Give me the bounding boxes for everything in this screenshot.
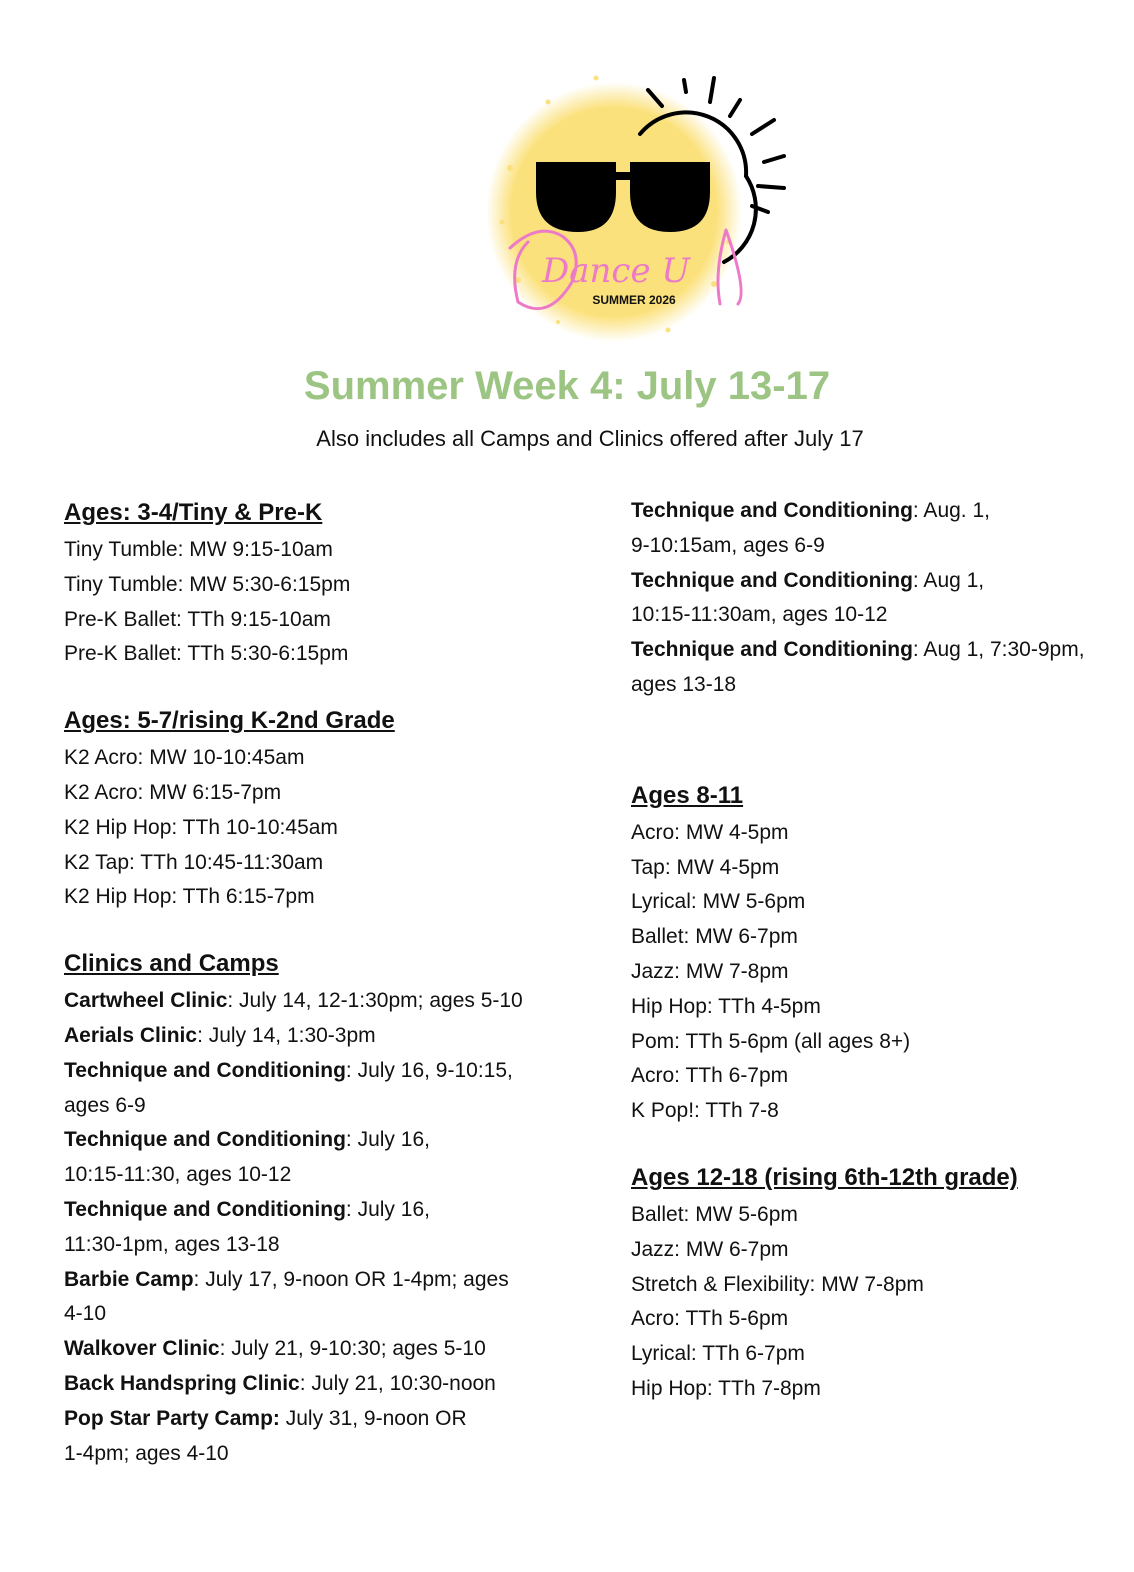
list-item: Jazz: MW 7-8pm	[631, 959, 789, 983]
clinic-detail: : July 16,	[345, 1197, 430, 1221]
clinic-line	[64, 1437, 564, 1472]
section-title-ages-12-18: Ages 12-18 (rising 6th-12th grade)	[631, 1163, 1018, 1191]
list-item: Pom: TTh 5-6pm (all ages 8+)	[631, 1029, 911, 1053]
dance-u-logo	[488, 72, 788, 344]
tc-detail: 10:15-11:30am, ages 10-12	[631, 603, 888, 627]
clinic-name: Technique and Conditioning	[64, 1058, 346, 1082]
clinic-line	[64, 1019, 564, 1054]
list-item: Stretch & Flexibility: MW 7-8pm	[631, 1272, 924, 1296]
tc-name: Technique and Conditioning	[631, 499, 913, 522]
clinic-line	[64, 1228, 564, 1263]
clinic-detail: : July 14, 1:30-3pm	[197, 1023, 376, 1047]
logo-brand-text: Dance U	[541, 251, 691, 291]
clinic-detail: : July 17, 9-noon OR 1-4pm; ages	[193, 1267, 509, 1291]
list-item: Pre-K Ballet: TTh 5:30-6:15pm	[64, 642, 349, 666]
clinic-line	[64, 1089, 564, 1124]
list-item: Ballet: MW 5-6pm	[631, 1202, 798, 1226]
tc-detail: ages 13-18	[631, 672, 737, 696]
ages-8-11-list	[631, 816, 1121, 1129]
right-column	[631, 494, 1121, 1407]
clinic-line	[64, 1297, 564, 1332]
logo-tagline: SUMMER 2026	[592, 293, 676, 307]
list-item: Hip Hop: TTh 4-5pm	[631, 994, 821, 1018]
list-item: Acro: TTh 5-6pm	[631, 1307, 789, 1331]
tc-line	[631, 564, 1121, 599]
list-item: Lyrical: MW 5-6pm	[631, 890, 806, 914]
clinic-detail: 4-10	[64, 1302, 107, 1326]
list-item: Lyrical: TTh 6-7pm	[631, 1342, 805, 1366]
list-item: Tap: MW 4-5pm	[631, 855, 780, 879]
clinic-name: Pop Star Party Camp:	[64, 1406, 280, 1430]
clinic-line	[64, 1054, 564, 1089]
tc-line	[631, 494, 1121, 529]
clinic-detail: 1-4pm; ages 4-10	[64, 1441, 229, 1465]
clinic-line	[64, 1123, 564, 1158]
clinic-name: Aerials Clinic	[64, 1023, 198, 1047]
tc-detail: : Aug 1, 7:30-9pm,	[912, 638, 1085, 662]
clinic-detail: ages 6-9	[64, 1093, 146, 1117]
clinic-name: Back Handspring Clinic	[64, 1371, 300, 1395]
tc-name: Technique and Conditioning	[631, 638, 913, 662]
clinic-detail: 10:15-11:30, ages 10-12	[64, 1163, 292, 1187]
tc-line	[631, 668, 1121, 703]
clinic-line	[64, 1263, 564, 1298]
clinic-detail: : July 14, 12-1:30pm; ages 5-10	[227, 989, 523, 1013]
tc-detail: : Aug 1,	[912, 568, 985, 592]
clinic-line	[64, 1402, 564, 1437]
clinic-line	[64, 1332, 564, 1367]
ages-12-18-list	[631, 1198, 1121, 1407]
list-item: Jazz: MW 6-7pm	[631, 1237, 789, 1261]
tc-line	[631, 529, 1121, 564]
list-item: Ballet: MW 6-7pm	[631, 925, 798, 949]
k2-list	[64, 741, 564, 915]
list-item: K2 Acro: MW 6:15-7pm	[64, 780, 282, 804]
list-item: K2 Hip Hop: TTh 10-10:45am	[64, 815, 338, 839]
clinic-line	[64, 984, 564, 1019]
page-subtitle: Also includes all Camps and Clinics offered after July 17	[316, 426, 864, 451]
tc-line	[631, 598, 1121, 633]
clinic-detail: : July 21, 9-10:30; ages 5-10	[219, 1337, 486, 1361]
section-title-tiny: Ages: 3-4/Tiny & Pre-K	[64, 499, 323, 526]
clinic-name: Barbie Camp	[64, 1267, 194, 1291]
clinic-detail: : July 16, 9-10:15,	[345, 1058, 513, 1082]
left-column	[64, 498, 564, 1471]
tc-detail: 9-10:15am, ages 6-9	[631, 533, 825, 557]
clinic-name: Cartwheel Clinic	[64, 989, 228, 1013]
logo-graphic	[488, 72, 788, 344]
section-title-ages-8-11: Ages 8-11	[631, 781, 744, 809]
tc-detail: : Aug. 1,	[912, 499, 990, 522]
clinic-line	[64, 1158, 564, 1193]
clinic-detail: : July 16,	[345, 1128, 430, 1152]
tc-line	[631, 633, 1121, 668]
section-title-k2: Ages: 5-7/rising K-2nd Grade	[64, 707, 395, 735]
list-item: Acro: TTh 6-7pm	[631, 1064, 789, 1088]
clinic-name: Technique and Conditioning	[64, 1197, 346, 1221]
tiny-list	[64, 533, 564, 672]
list-item: Tiny Tumble: MW 5:30-6:15pm	[64, 572, 351, 596]
clinic-detail: 11:30-1pm, ages 13-18	[64, 1232, 280, 1256]
page-title: Summer Week 4: July 13-17	[303, 364, 831, 408]
list-item: Hip Hop: TTh 7-8pm	[631, 1376, 821, 1400]
list-item: K2 Tap: TTh 10:45-11:30am	[64, 850, 324, 874]
clinic-detail: July 31, 9-noon OR	[279, 1406, 467, 1430]
section-title-clinics: Clinics and Camps	[64, 950, 279, 978]
clinic-name: Walkover Clinic	[64, 1337, 220, 1361]
clinic-line	[64, 1193, 564, 1228]
list-item: Pre-K Ballet: TTh 9:15-10am	[64, 607, 331, 631]
clinic-name: Technique and Conditioning	[64, 1128, 346, 1152]
clinic-detail: : July 21, 10:30-noon	[299, 1371, 496, 1395]
tc-name: Technique and Conditioning	[631, 568, 913, 592]
list-item: Acro: MW 4-5pm	[631, 820, 789, 844]
list-item: K Pop!: TTh 7-8	[631, 1099, 779, 1123]
clinic-line	[64, 1367, 564, 1402]
list-item: K2 Acro: MW 10-10:45am	[64, 746, 305, 770]
list-item: K2 Hip Hop: TTh 6:15-7pm	[64, 885, 315, 909]
list-item: Tiny Tumble: MW 9:15-10am	[64, 538, 333, 561]
technique-conditioning-list	[631, 494, 1121, 703]
clinics-list	[64, 984, 564, 1471]
